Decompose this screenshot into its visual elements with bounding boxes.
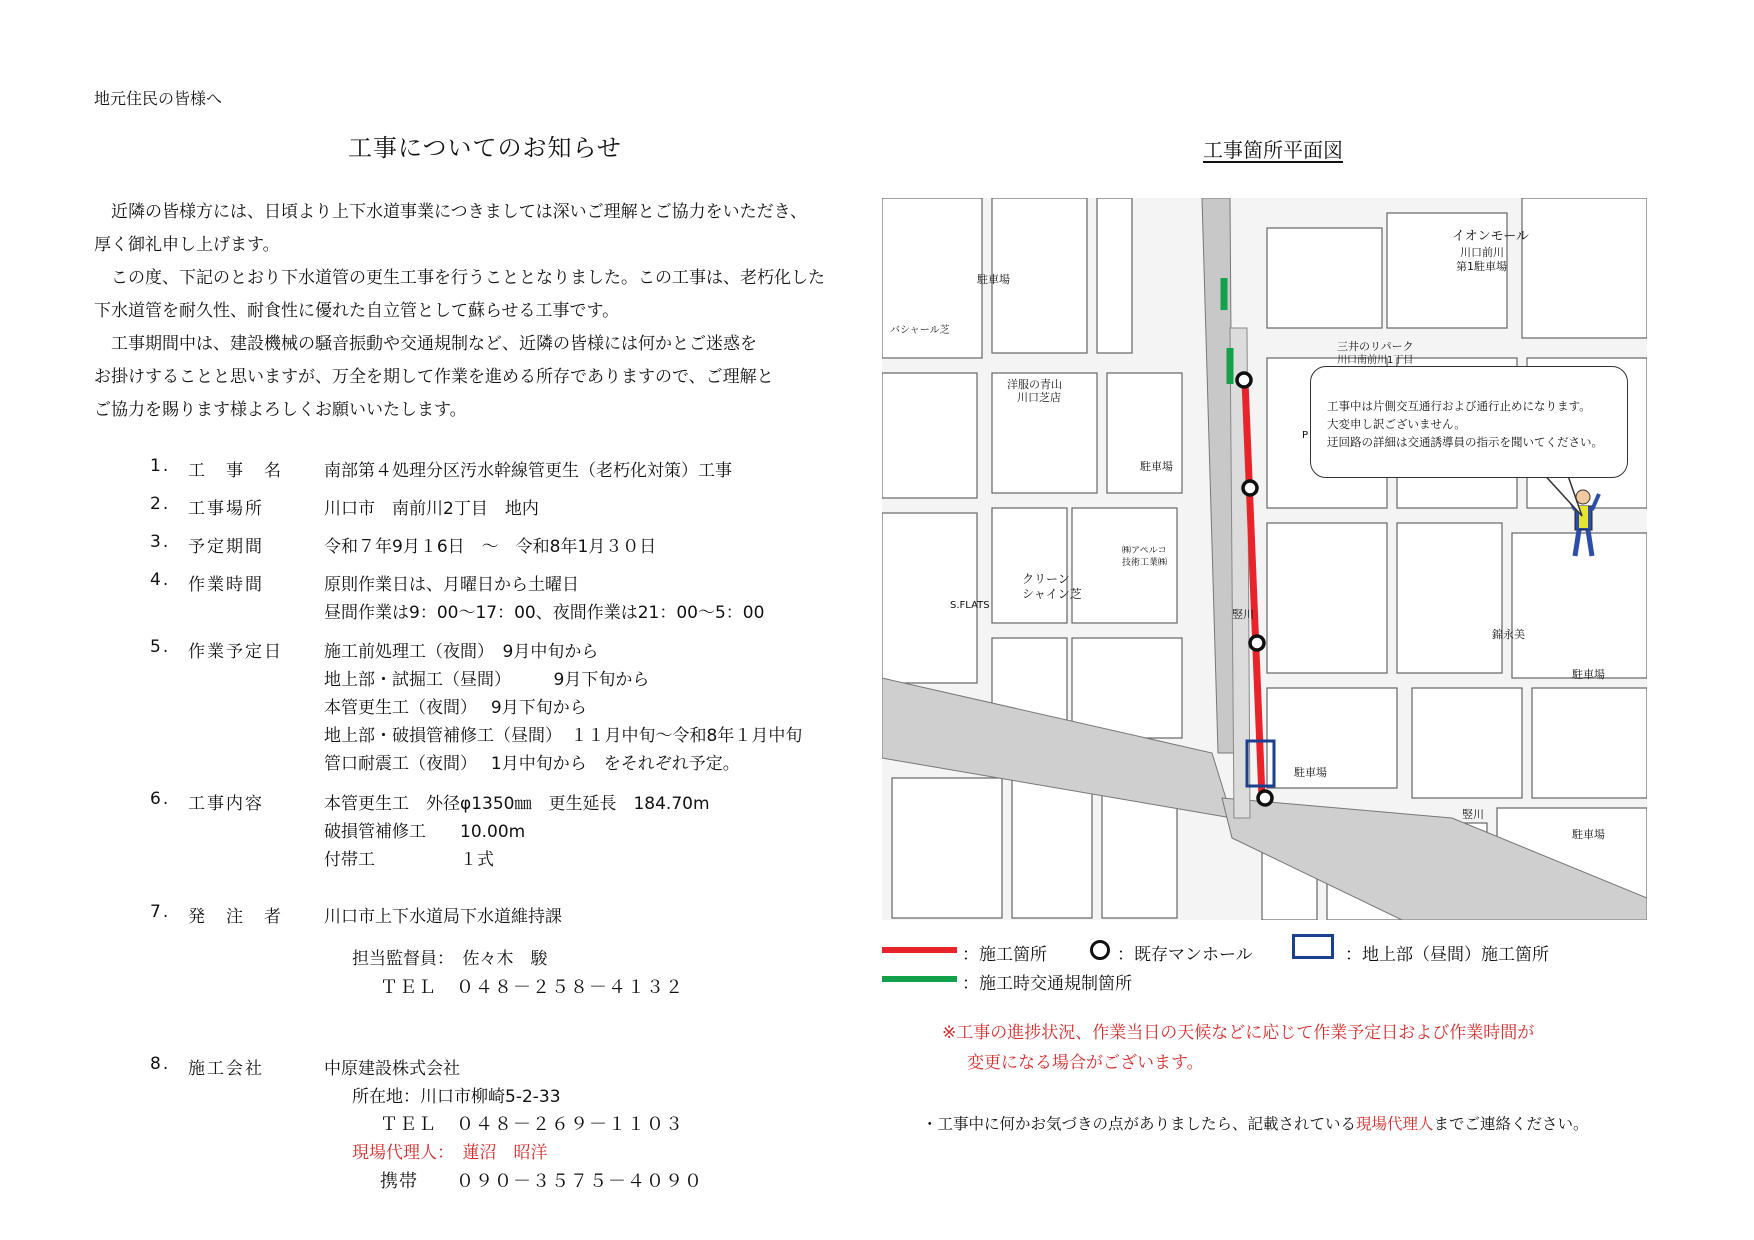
item-value: 地上部・破損管補修工（昼間） １１月中旬～令和8年１月中旬 [324, 726, 803, 746]
manhole-marker [1237, 373, 1251, 387]
map-title: 工事箇所平面図 [1203, 138, 1343, 162]
map-label: 駐車場 [1140, 460, 1173, 473]
item-value: 管口耐震工（夜間） 1月中旬から をそれぞれ予定。 [324, 754, 740, 774]
contact-note-highlight: 現場代理人 [1356, 1115, 1434, 1133]
callout-line: 迂回路の詳細は交通誘導員の指示を聞いてください。 [1327, 435, 1603, 449]
map-label: 洋服の青山 [1007, 378, 1062, 391]
item-label: 工事場所 [188, 499, 264, 519]
map-label: 川口南前川1丁目 [1337, 355, 1414, 366]
map-block [1532, 688, 1647, 798]
map-block [1522, 198, 1647, 338]
item-label: 工事内容 [188, 794, 264, 814]
callout-line: 工事中は片側交互通行および通行止めになります。 [1327, 399, 1591, 413]
map-block [1012, 773, 1092, 918]
map-label: 錦永美 [1492, 628, 1525, 641]
map-label: 川口前川 [1460, 246, 1504, 259]
callout-line: 大変申し訳ございません。 [1327, 417, 1466, 431]
map-block [1267, 523, 1387, 673]
map-block [1072, 638, 1182, 738]
item-value: 本管更生工（夜間） 9月下旬から [324, 698, 587, 718]
map-label: シャイン芝 [1022, 587, 1082, 601]
intro-text [94, 196, 854, 427]
item-number: 5. [150, 637, 171, 657]
legend-manhole-icon [1090, 940, 1110, 960]
item-value: 川口市上下水道局下水道維持課 [324, 907, 562, 927]
map-block [892, 778, 1002, 918]
intro-line: この度、下記のとおり下水道管の更生工事を行うこととなりました。この工事は、老朽化した [111, 268, 825, 288]
item-number: 8. [150, 1054, 171, 1074]
legend-blue-box-icon [1292, 934, 1334, 959]
contact-note-suffix: までご連絡ください。 [1433, 1115, 1589, 1133]
contact-note-prefix: ・工事中に何かお気づきの点がありましたら、記載されている [922, 1115, 1357, 1133]
item-number: 6. [150, 789, 171, 809]
map-block [882, 513, 977, 683]
legend-traffic: ：施工時交通規制箇所 [962, 974, 1132, 994]
contact-note [922, 1112, 1589, 1134]
contractor-tel: ＴＥＬ ０４８－２６９－１１０３ [380, 1114, 684, 1135]
map-block [1412, 688, 1522, 798]
intro-line: 近隣の皆様方には、日頃より上下水道事業につきましては深いご理解とご協力をいただき、 [111, 202, 807, 222]
item-value: 地上部・試掘工（昼間） 9月下旬から [324, 670, 650, 690]
map-label: クリーン [1022, 572, 1070, 586]
map-block [882, 373, 977, 498]
item-label: 発 注 者 [188, 907, 283, 927]
legend-construction: ：施工箇所 [962, 945, 1047, 965]
item-value: 南部第４処理分区汚水幹線管更生（老朽化対策）工事 [324, 461, 732, 481]
map-block [1267, 688, 1397, 788]
item-value: 昼間作業は9：00～17：00、夜間作業は21：00～5：00 [324, 603, 765, 623]
map-label: 駐車場 [1572, 668, 1605, 681]
map-label: バシャール芝 [890, 325, 950, 336]
map-block [992, 508, 1067, 623]
map-block [1097, 198, 1132, 353]
contractor-address: 所在地：川口市柳崎5-2-33 [352, 1087, 561, 1107]
map-label: 竪川 [1462, 808, 1484, 821]
manhole-marker [1258, 791, 1272, 805]
manhole-marker [1243, 481, 1257, 495]
item-value: 中原建設株式会社 [324, 1059, 460, 1079]
legend-green-line-icon [882, 976, 957, 982]
intro-line: 厚く御礼申し上げます。 [94, 235, 280, 255]
item-label: 作業時間 [188, 575, 264, 595]
map-block [1267, 228, 1382, 328]
map-label: P [1302, 430, 1309, 441]
item-label: 予定期間 [188, 537, 264, 557]
item-value: 川口市 南前川2丁目 地内 [324, 499, 539, 519]
supervisor: 担当監督員： 佐々木 駿 [352, 949, 548, 969]
intro-line: ご協力を賜ります様よろしくお願いいたします。 [94, 400, 467, 420]
callout-bubble [1310, 366, 1628, 478]
item-number: 4. [150, 570, 171, 590]
item-number: 1. [150, 456, 171, 476]
map-label: イオンモール [1452, 229, 1529, 244]
map-label: 駐車場 [1294, 766, 1327, 779]
intro-line: 工事期間中は、建設機械の騒音振動や交通規制など、近隣の皆様には何かとご迷惑を [111, 334, 757, 354]
map-label: 駐車場 [977, 273, 1010, 286]
map-label: 竪川 [1232, 608, 1254, 621]
map-label: 技術工業㈱ [1122, 558, 1168, 568]
item-label: 工 事 名 [188, 461, 283, 481]
item-value: 施工前処理工（夜間） 9月中旬から [324, 642, 599, 662]
legend-surface: ：地上部（昼間）施工箇所 [1345, 945, 1549, 965]
legend-manhole: ：既存マンホール [1117, 945, 1253, 965]
item-number: 7. [150, 902, 171, 922]
greeting: 地元住民の皆様へ [94, 89, 223, 108]
item-value: 令和７年9月１6日 ～ 令和8年1月３０日 [324, 537, 657, 557]
site-map [882, 198, 1647, 920]
map-block [1397, 523, 1502, 673]
site-agent: 現場代理人： 蓮沼 昭洋 [352, 1143, 548, 1163]
item-number: 3. [150, 532, 171, 552]
map-drawing [882, 198, 1647, 920]
item-number: 2. [150, 494, 171, 514]
item-label: 施工会社 [188, 1059, 264, 1079]
map-label: S.FLATS [950, 600, 990, 611]
orderer-tel: ＴＥＬ ０４８－２５８－４１３２ [380, 977, 684, 998]
intro-line: 下水道管を耐久性、耐食性に優れた自立管として蘇らせる工事です。 [94, 301, 620, 321]
map-label: 川口芝店 [1017, 391, 1061, 404]
map-block [1512, 533, 1647, 678]
map-label: 第1駐車場 [1456, 260, 1507, 273]
item-value: 原則作業日は、月曜日から土曜日 [324, 575, 579, 595]
legend-red-line-icon [882, 947, 957, 953]
item-value: 破損管補修工 10.00m [324, 822, 526, 842]
map-label: ㈱アペルコ [1122, 546, 1167, 556]
item-label: 作業予定日 [188, 642, 283, 662]
map-block [1107, 373, 1182, 493]
item-value: 本管更生工 外径φ1350㎜ 更生延長 184.70m [324, 794, 710, 814]
map-label: 三井のリパーク [1337, 340, 1414, 353]
map-label: 駐車場 [1572, 828, 1605, 841]
manhole-marker [1250, 636, 1264, 650]
schedule-note: 変更になる場合がございます。 [967, 1053, 1204, 1073]
schedule-note: ※工事の進捗状況、作業当日の天候などに応じて作業予定日および作業時間が [942, 1023, 1535, 1043]
intro-line: お掛けすることと思いますが、万全を期して作業を進める所存でありますので、ご理解と [94, 367, 774, 387]
agent-mobile: 携帯 ０９０－３５７５－４０９０ [380, 1171, 703, 1192]
page-title: 工事についてのお知らせ [348, 134, 622, 162]
item-value: 付帯工 １式 [324, 850, 494, 870]
